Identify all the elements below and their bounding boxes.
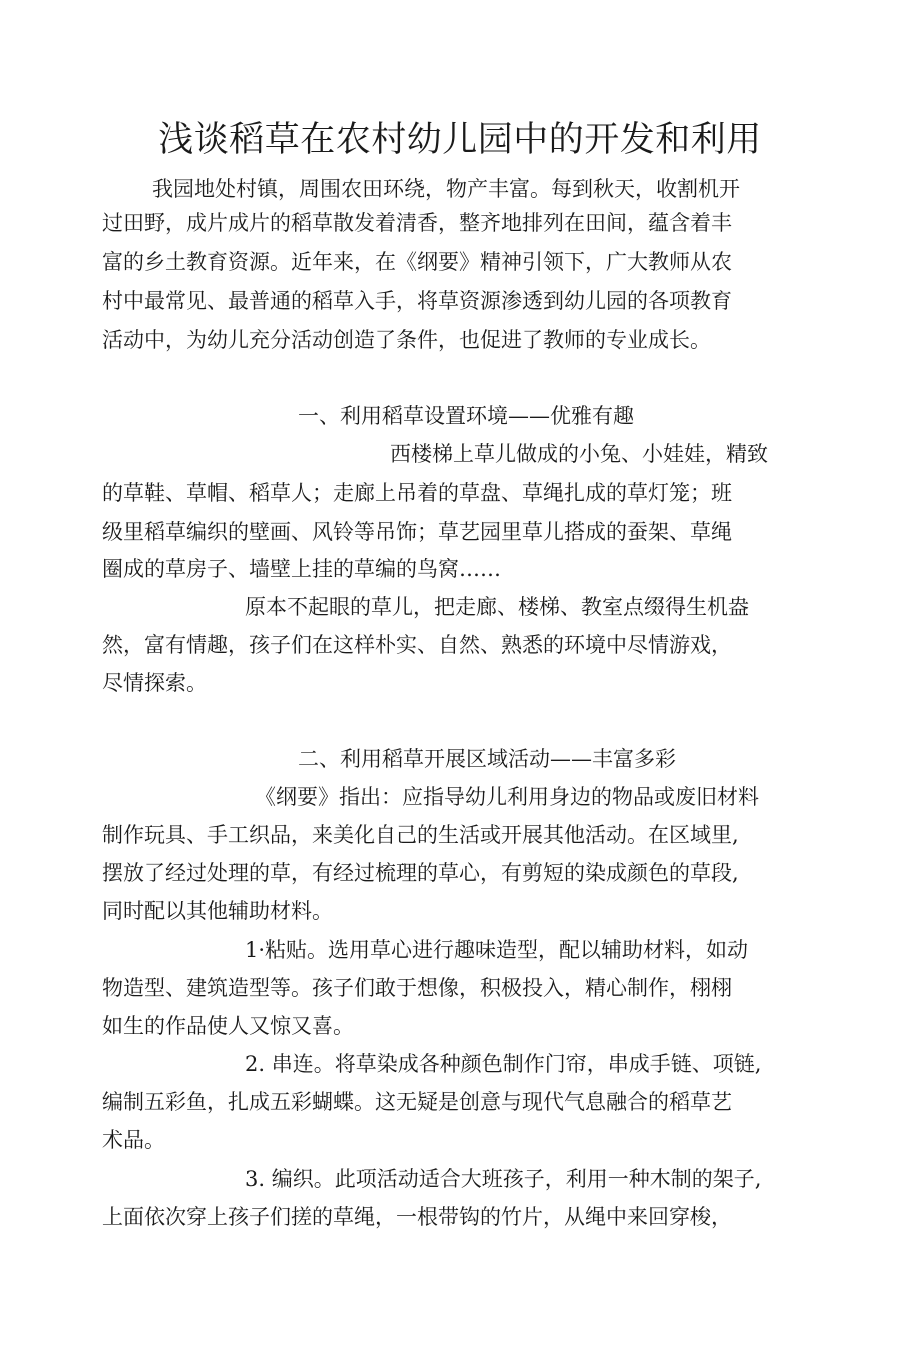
section2-para1-line: 同时配以其他辅助材料。 — [102, 899, 333, 923]
item2-line: 编制五彩鱼，扎成五彩蝴蝶。这无疑是创意与现代气息融合的稻草艺 — [102, 1090, 732, 1114]
intro-line: 活动中，为幼儿充分活动创造了条件，也促进了教师的专业成长。 — [102, 328, 711, 352]
item2-line: 2. 串连。将草染成各种颜色制作门帘，串成手链、项链, — [245, 1052, 762, 1076]
section2-para1-line: 《纲要》指出：应指导幼儿利用身边的物品或废旧材料 — [255, 785, 759, 809]
section2-para1-line: 制作玩具、手工织品，来美化自己的生活或开展其他活动。在区域里, — [102, 823, 739, 847]
section1-para1-line: 圈成的草房子、墙壁上挂的草编的鸟窝…… — [102, 557, 501, 581]
intro-line: 我园地处村镇，周围农田环绕，物产丰富。每到秋天，收割机开 — [152, 177, 740, 201]
intro-line: 过田野，成片成片的稻草散发着清香，整齐地排列在田间，蕴含着丰 — [102, 211, 732, 235]
section2-heading: 二、利用稻草开展区域活动——丰富多彩 — [298, 747, 676, 771]
intro-line: 富的乡土教育资源。近年来，在《纲要》精神引领下，广大教师从农 — [102, 250, 732, 274]
section2-para1-line: 摆放了经过处理的草，有经过梳理的草心，有剪短的染成颜色的草段, — [102, 861, 739, 885]
intro-line: 村中最常见、最普通的稻草入手，将草资源渗透到幼儿园的各项教育 — [102, 289, 732, 313]
section1-para1-line: 级里稻草编织的壁画、风铃等吊饰；草艺园里草儿搭成的蚕架、草绳 — [102, 520, 732, 544]
item1-line: 如生的作品使人又惊又喜。 — [102, 1014, 354, 1038]
item2-line: 术品。 — [102, 1128, 165, 1152]
section1-heading: 一、利用稻草设置环境——优雅有趣 — [298, 404, 634, 428]
item3-line: 上面依次穿上孩子们搓的草绳，一根带钩的竹片，从绳中来回穿梭， — [102, 1205, 732, 1229]
section1-para2-line: 尽情探索。 — [102, 671, 207, 695]
section1-para2-line: 原本不起眼的草儿，把走廊、楼梯、教室点缀得生机盎 — [245, 595, 749, 619]
item1-line: 1·粘贴。选用草心进行趣味造型，配以辅助材料，如动 — [245, 938, 749, 962]
document-title: 浅谈稻草在农村幼儿园中的开发和利用 — [158, 120, 762, 160]
section1-para1-line: 西楼梯上草儿做成的小兔、小娃娃，精致 — [390, 442, 768, 466]
section1-para2-line: 然，富有情趣，孩子们在这样朴实、自然、熟悉的环境中尽情游戏， — [102, 633, 732, 657]
item1-line: 物造型、建筑造型等。孩子们敢于想像，积极投入，精心制作，栩栩 — [102, 976, 732, 1000]
item3-line: 3. 编织。此项活动适合大班孩子，利用一种木制的架子, — [245, 1167, 762, 1191]
section1-para1-line: 的草鞋、草帽、稻草人；走廊上吊着的草盘、草绳扎成的草灯笼；班 — [102, 481, 732, 505]
